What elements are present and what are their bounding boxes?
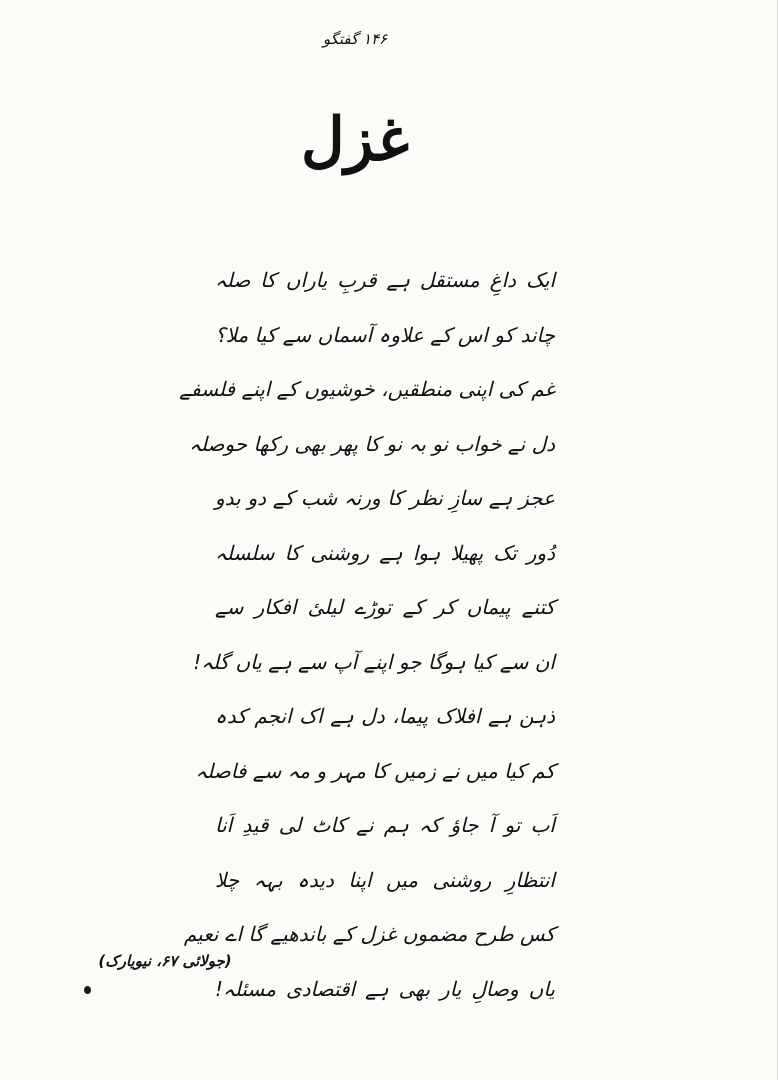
verse-line: دل نے خواب نو بہ نو کا پھر بھی رکھا حوصلہ — [189, 431, 555, 456]
poem-title: غزل — [300, 105, 410, 175]
page-header: ۱۴۶ گفتگو — [322, 30, 388, 48]
ink-spot — [84, 986, 91, 994]
verse-line: انتظارِ روشنی میں اپنا دیدہ بہہ چلا — [215, 867, 555, 892]
verse-line: اَب تو آ جاؤ کہ ہم نے کاٹ لی قیدِ اَنا — [215, 813, 555, 837]
verse-line: ذہن ہے افلاک پیما، دل ہے اک انجم کدہ — [215, 704, 555, 728]
verse-line: ان سے کیا ہوگا جو اپنے آپ سے ہے یاں گلہ! — [193, 649, 555, 674]
poem-body — [179, 253, 555, 1016]
verse-line: کم کیا میں نے زمیں کا مہر و مہ سے فاصلہ — [195, 758, 555, 783]
verse-line: عجز ہے سازِ نظر کا ورنہ شب کے دو بدو — [215, 486, 555, 510]
verse-line: کس طرح مضموں غزل کے باندھیے گا اے نعیم — [183, 922, 555, 946]
verse-line: کتنے پیماں کر کے توڑے لیلیٔ افکار سے — [215, 595, 555, 619]
date-place-note: (جولائی ۶۷، نیویارک) — [98, 952, 232, 970]
verse-line: غم کی اپنی منطقیں، خوشیوں کے اپنے فلسفے — [179, 377, 555, 401]
verse-line: ایک داغِ مستقل ہے قربِ یاراں کا صلہ — [215, 268, 555, 292]
verse-line: چاند کو اس کے علاوہ آسماں سے کیا ملا؟ — [215, 322, 555, 347]
verse-line: دُور تک پھیلا ہوا ہے روشنی کا سلسلہ — [215, 540, 555, 565]
verse-line: یاں وصالِ یار بھی ہے اقتصادی مسئلہ! — [215, 976, 555, 1001]
